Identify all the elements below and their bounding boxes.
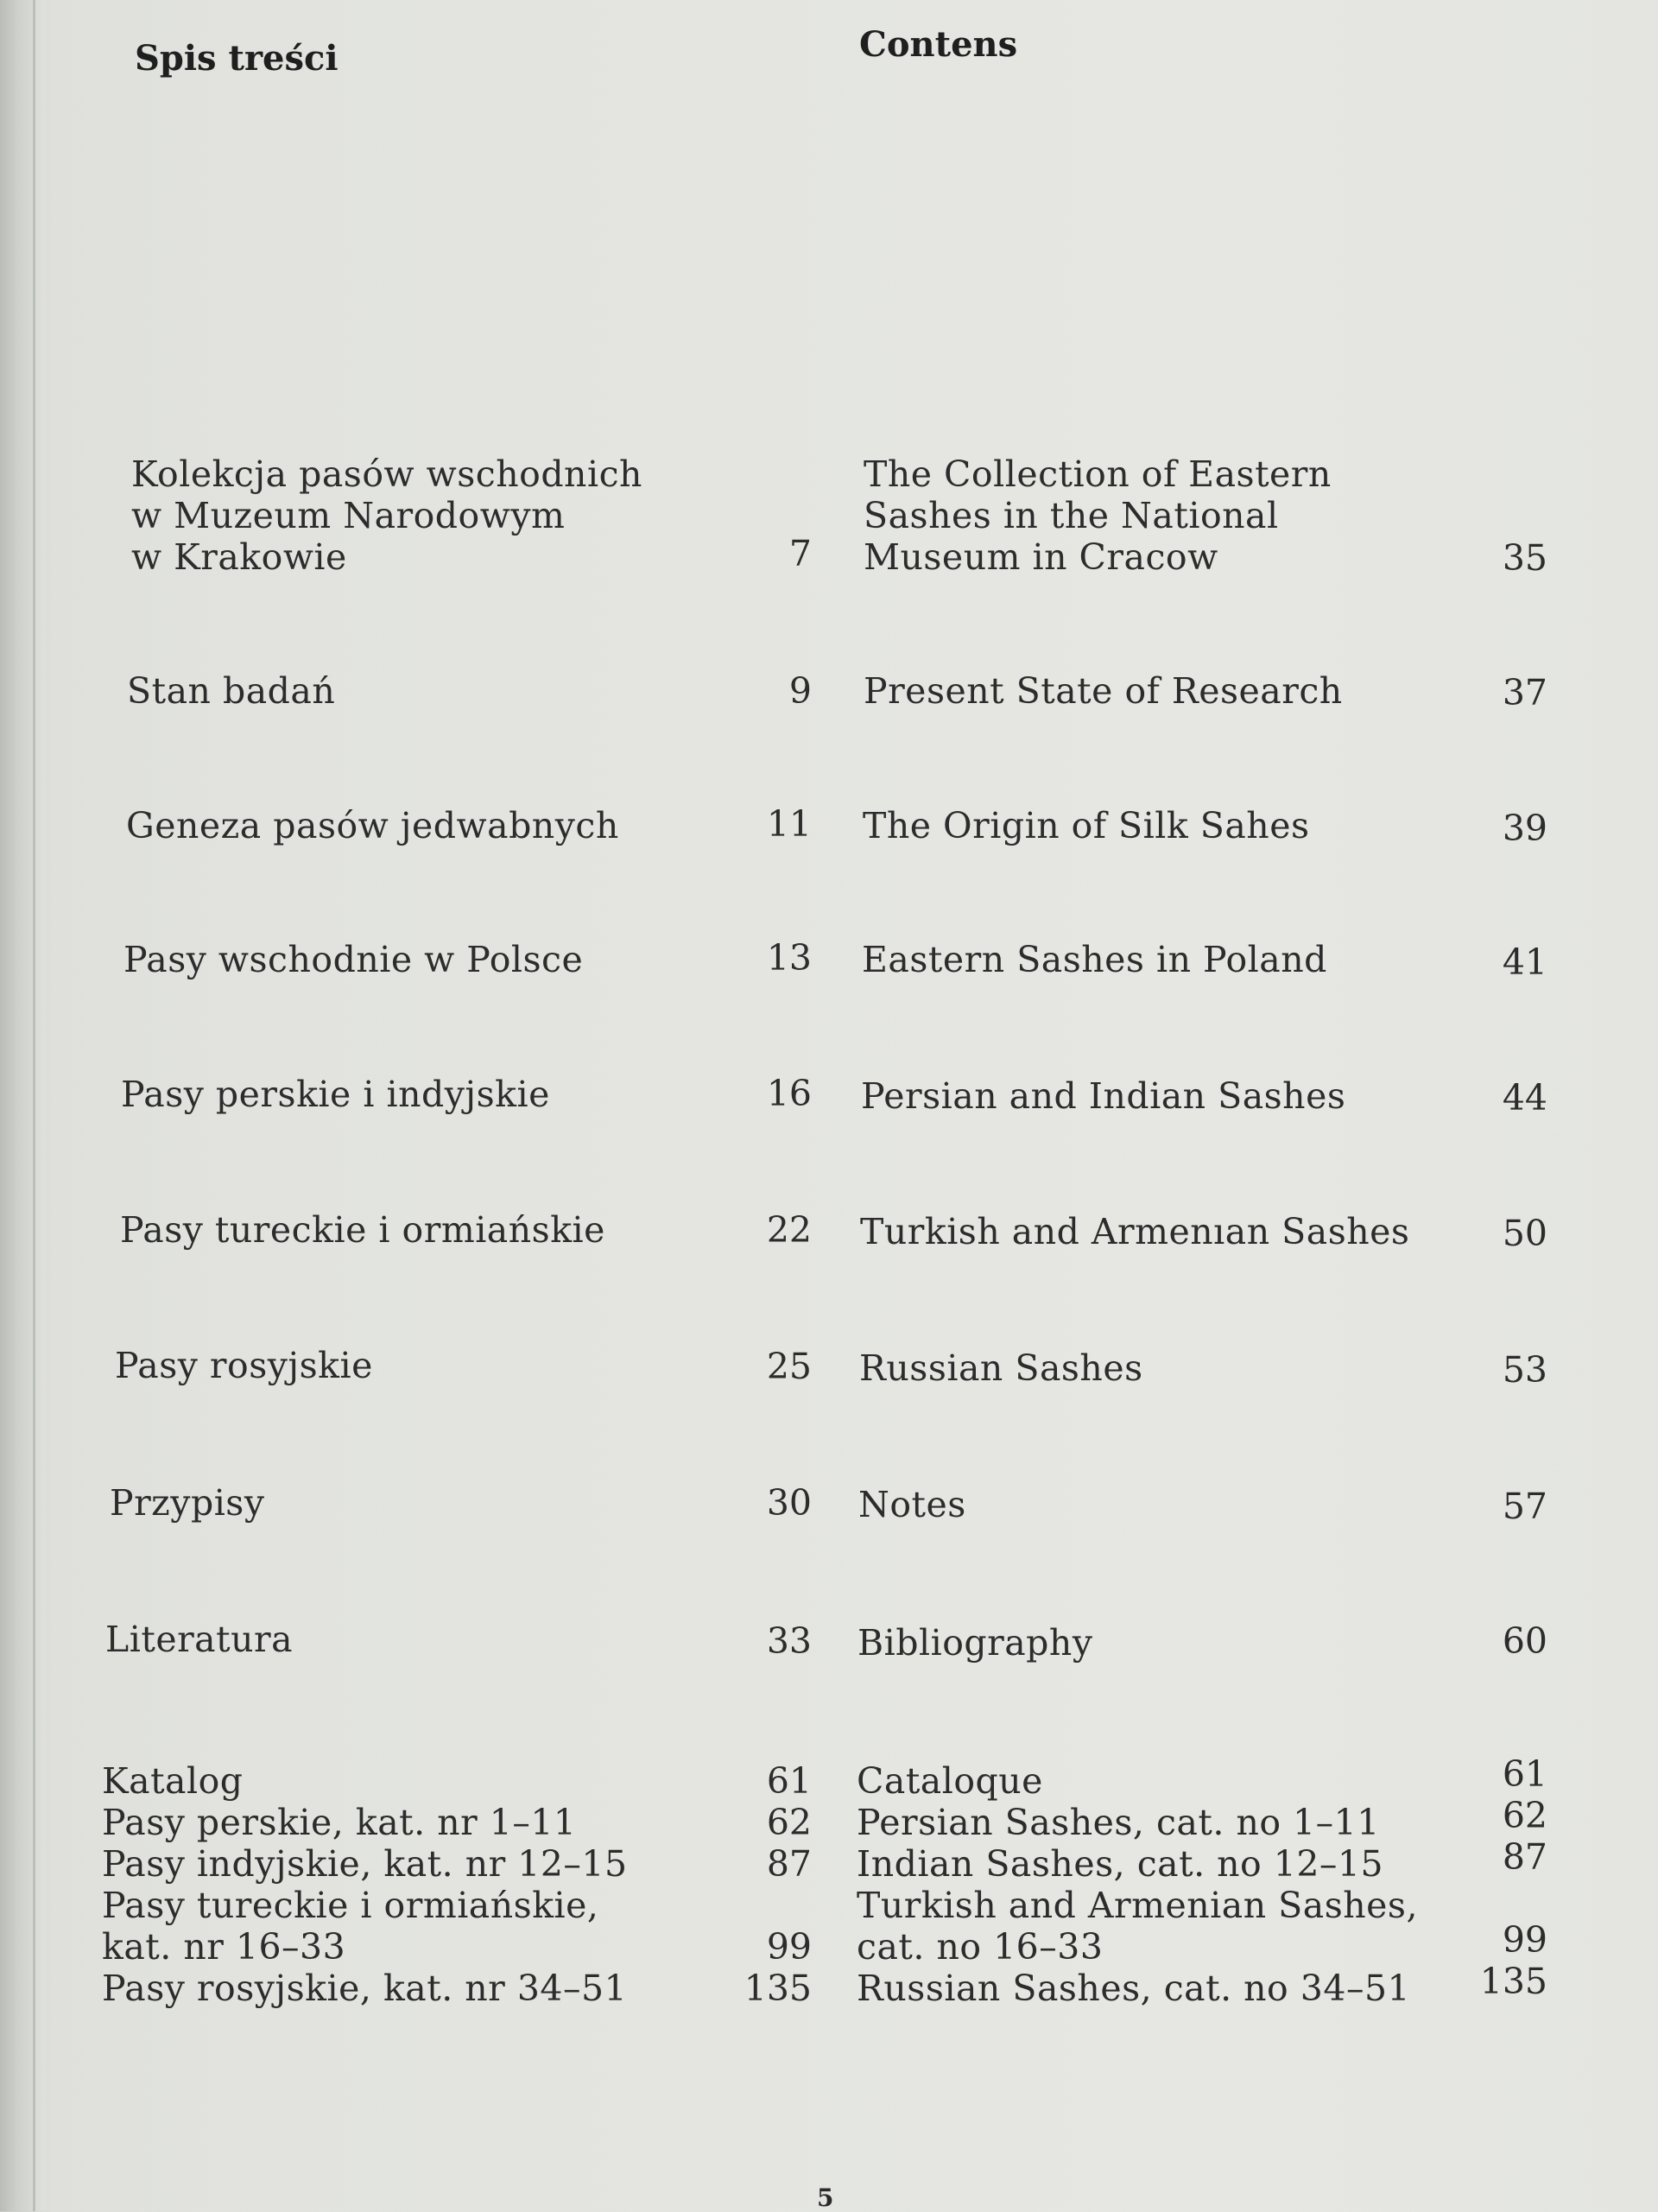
en-entry-title: Eastern Sashes in Poland xyxy=(862,939,1327,980)
en-catalogue-list xyxy=(857,1760,1418,2009)
pl-catalogue-line: Katalog xyxy=(102,1760,244,1802)
en-entry-line: Museum in Cracow xyxy=(864,536,1218,578)
en-entry-title: Persian and Indian Sashes xyxy=(861,1075,1346,1117)
en-entry-page: 53 xyxy=(1502,1349,1547,1391)
pl-entry-page: 30 xyxy=(766,1482,812,1524)
en-entry-title: Bibliography xyxy=(857,1622,1093,1664)
en-entry-page: 60 xyxy=(1502,1620,1547,1662)
en-entry-page: 35 xyxy=(1502,537,1547,579)
pl-entry-page: 22 xyxy=(766,1209,812,1251)
pl-catalogue-list xyxy=(102,1760,628,2009)
en-catalogue-line: Persian Sashes, cat. no 1–11 xyxy=(857,1802,1380,1843)
en-catalogue-pages xyxy=(1427,1753,1547,2002)
en-catalogue-line: Turkish and Armenian Sashes, xyxy=(857,1885,1418,1926)
pl-catalogue-page: 62 xyxy=(766,1802,812,1843)
pl-catalogue-page: 61 xyxy=(766,1760,812,1802)
pl-entry-title: Pasy wschodnie w Polsce xyxy=(123,939,584,980)
pl-entry-title: Pasy tureckie i ormiańskie xyxy=(120,1209,605,1251)
en-catalogue-page: 62 xyxy=(1502,1795,1547,1836)
en-entry-page: 44 xyxy=(1502,1077,1547,1119)
en-catalogue-page-blank xyxy=(1427,1878,1547,1919)
pl-entry-title: Pasy perskie i indyjskie xyxy=(121,1074,550,1115)
en-entry-line: Sashes in the National xyxy=(864,495,1279,536)
en-catalogue-line: cat. no 16–33 xyxy=(857,1926,1104,1968)
en-entry-title: Notes xyxy=(858,1484,966,1525)
pl-entry-title: Przypisy xyxy=(110,1482,265,1524)
pl-catalogue-page: 99 xyxy=(766,1926,812,1968)
pl-catalogue-page-blank xyxy=(691,1885,812,1926)
en-entry-title: Present State of Research xyxy=(864,670,1343,712)
pl-catalogue-line: Pasy perskie, kat. nr 1–11 xyxy=(102,1802,577,1843)
en-catalogue-page: 61 xyxy=(1502,1753,1547,1795)
en-entry-page: 41 xyxy=(1502,941,1547,983)
en-catalogue-line: Indian Sashes, cat. no 12–15 xyxy=(857,1843,1384,1885)
pl-entry-page: 16 xyxy=(766,1073,812,1114)
en-catalogue-page: 87 xyxy=(1502,1836,1547,1878)
pl-catalogue-line: Pasy tureckie i ormiańskie, xyxy=(102,1885,599,1926)
pl-entry-title: Stan badań xyxy=(127,670,336,712)
en-entry-page: 57 xyxy=(1502,1486,1547,1527)
pl-entry-title: Literatura xyxy=(105,1619,294,1660)
en-catalogue-line: Russian Sashes, cat. no 34–51 xyxy=(857,1968,1411,2009)
pl-catalogue-page: 87 xyxy=(766,1843,812,1885)
pl-entry-line: Kolekcja pasów wschodnich xyxy=(131,453,642,495)
en-catalogue-page: 99 xyxy=(1502,1919,1547,1961)
pl-entry-page: 9 xyxy=(788,670,812,712)
pl-entry-page: 11 xyxy=(766,803,812,845)
en-entry-line: The Collection of Eastern xyxy=(864,453,1332,495)
pl-catalogue-line: kat. nr 16–33 xyxy=(102,1926,346,1968)
pl-entry-title: Pasy rosyjskie xyxy=(115,1345,373,1386)
pl-entry-title xyxy=(131,453,642,578)
pl-entry-title: Geneza pasów jedwabnych xyxy=(126,805,619,846)
pl-catalogue-line: Pasy indyjskie, kat. nr 12–15 xyxy=(102,1843,628,1885)
english-contents-heading: Contens xyxy=(859,24,1018,65)
en-entry-page: 50 xyxy=(1502,1213,1547,1254)
pl-entry-line: w Muzeum Narodowym xyxy=(131,495,566,536)
en-entry-title: Turkish and Armenıan Sashes xyxy=(860,1211,1410,1252)
pl-entry-page: 13 xyxy=(766,937,812,979)
en-entry-title: The Origin of Silk Sahes xyxy=(863,805,1310,846)
pl-catalogue-pages xyxy=(691,1760,812,2009)
gutter-line xyxy=(33,0,35,2211)
en-catalogue-page: 135 xyxy=(1479,1961,1547,2002)
en-catalogue-line: Cataloque xyxy=(857,1760,1043,1802)
pl-entry-page: 7 xyxy=(788,533,812,574)
pl-entry-page: 33 xyxy=(766,1620,812,1662)
book-spine xyxy=(0,0,47,2211)
page-number: 5 xyxy=(817,2183,834,2212)
pl-catalogue-page: 135 xyxy=(744,1968,812,2009)
en-entry-title: Russian Sashes xyxy=(859,1347,1143,1389)
pl-entry-page: 25 xyxy=(766,1346,812,1387)
en-entry-page: 39 xyxy=(1502,808,1547,849)
polish-contents-heading: Spis treści xyxy=(135,38,339,79)
pl-entry-line: w Krakowie xyxy=(131,536,347,578)
pl-catalogue-line: Pasy rosyjskie, kat. nr 34–51 xyxy=(102,1968,628,2009)
en-entry-page: 37 xyxy=(1502,672,1547,713)
en-entry-title xyxy=(864,453,1332,578)
